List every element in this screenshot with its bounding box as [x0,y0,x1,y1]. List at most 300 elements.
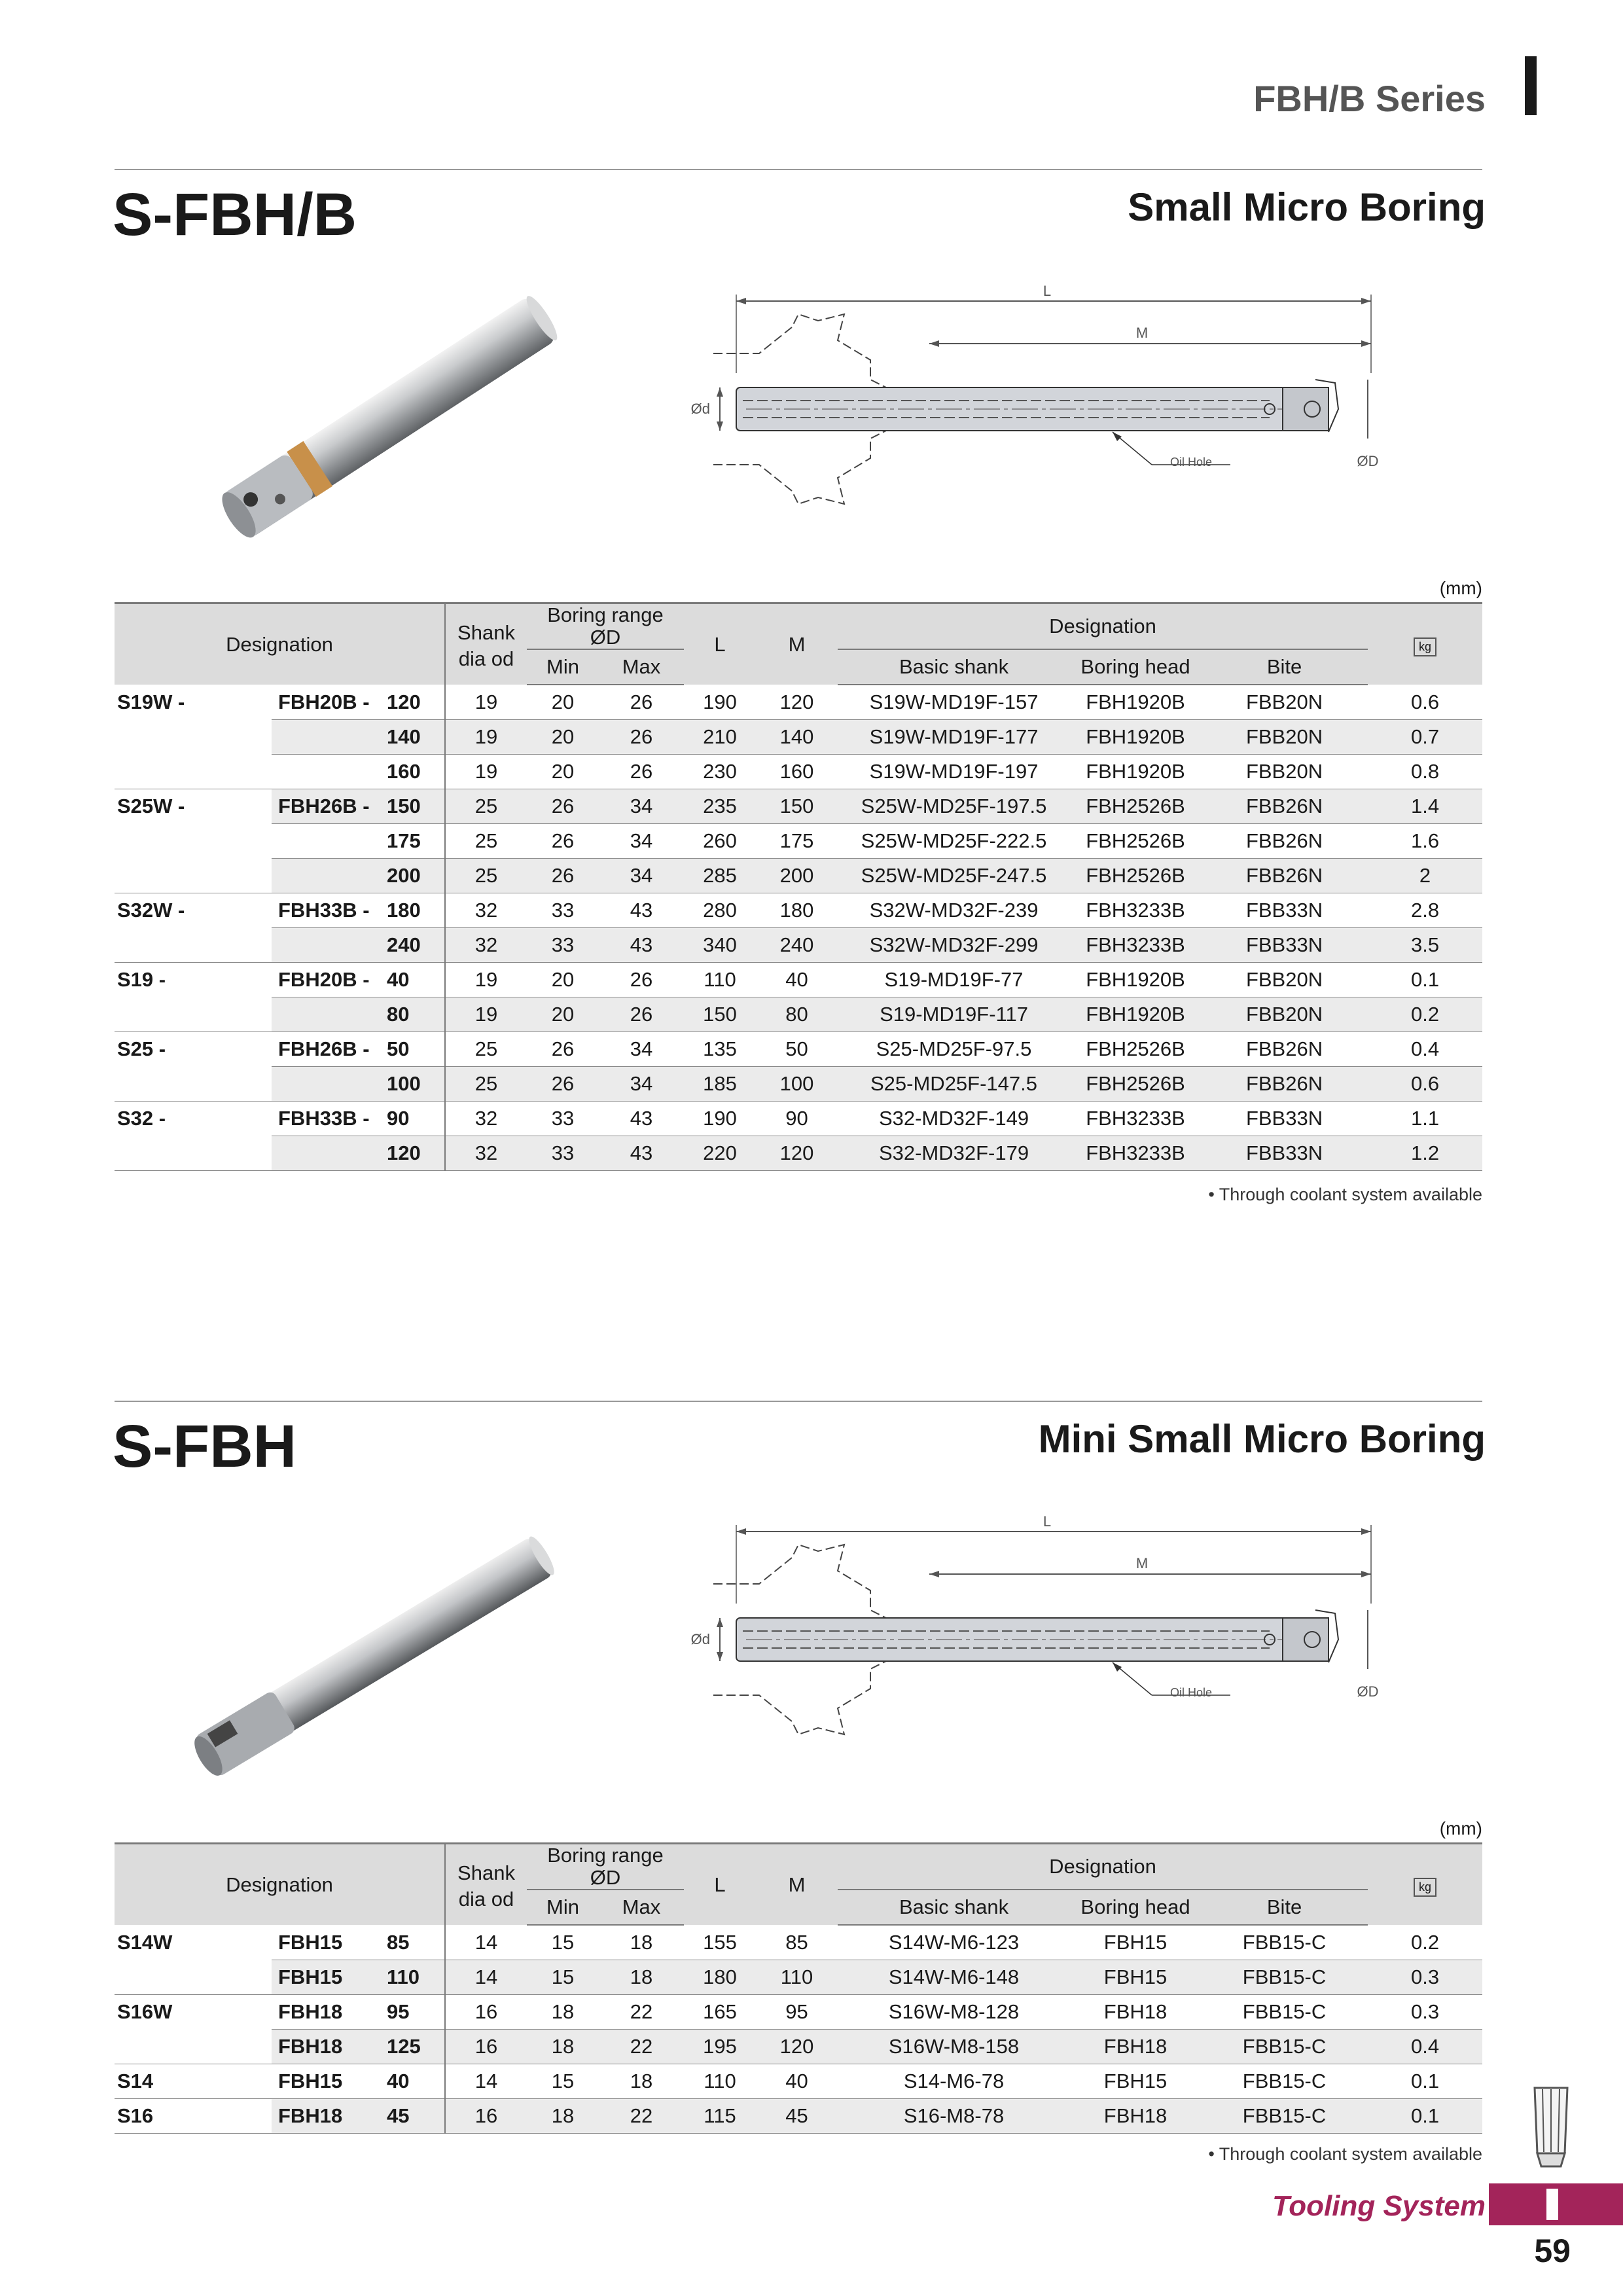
cell-shank-type: S25 - [117,1037,166,1061]
dim-d-label: Ød [690,1631,710,1647]
table-row [115,824,1482,859]
cell-shank-type: S32 - [117,1107,166,1130]
cell-boring-head: FBH15 [1070,2064,1201,2099]
header-M: M [756,1844,838,1926]
cell-weight: 0.7 [1368,720,1482,755]
cell-boring-head: FBH1920B [1070,755,1201,789]
cell-bore-min: 26 [527,1067,599,1102]
header-min: Min [527,1890,599,1925]
cell-length-M: 120 [756,685,838,720]
cell-shank-dia: 19 [445,685,527,720]
cell-shank-type: S19W - [117,690,185,713]
cell-head-type [272,997,383,1032]
cell-bite: FBB26N [1201,1032,1368,1067]
cell-bite: FBB26N [1201,824,1368,859]
cell-weight: 0.3 [1368,1995,1482,2030]
cell-basic-shank: S16W-M8-128 [838,1995,1070,2030]
cell-bore-min: 33 [527,893,599,928]
oil-hole-label: Oil Hole [1169,1686,1213,1699]
cell-length-L: 210 [684,720,756,755]
cell-bore-min: 33 [527,1136,599,1171]
header-boring-range: Boring range ØD [527,603,684,650]
cell-length-M: 100 [756,1067,838,1102]
cell-weight: 0.6 [1368,1067,1482,1102]
cell-bore-min: 20 [527,997,599,1032]
header-min: Min [527,649,599,685]
table-row [115,893,1482,928]
header-designation-parts: Designation [838,1844,1368,1890]
cell-bore-max: 43 [599,1102,684,1136]
cell-weight: 3.5 [1368,928,1482,963]
cell-length-L: 340 [684,928,756,963]
cell-bite: FBB15-C [1201,2064,1368,2099]
cell-bite: FBB26N [1201,859,1368,893]
cell-bore-min: 18 [527,2099,599,2134]
cell-basic-shank: S25W-MD25F-222.5 [838,824,1070,859]
cell-length-M: 50 [756,1032,838,1067]
table-row [115,963,1482,997]
cell-bore-min: 20 [527,963,599,997]
cell-head-type [272,824,383,859]
cell-head-type: FBH15 [272,1925,383,1960]
cell-head-type: FBH20B - [272,685,383,720]
cell-length-L: 235 [684,789,756,824]
header-boring-range: Boring range ØD [527,1844,684,1890]
cell-basic-shank: S19-MD19F-117 [838,997,1070,1032]
cell-boring-head: FBH3233B [1070,928,1201,963]
cell-length-L: 285 [684,859,756,893]
cell-weight: 0.6 [1368,685,1482,720]
cell-shank-dia: 25 [445,789,527,824]
cell-boring-head: FBH3233B [1070,893,1201,928]
cell-shank-dia: 32 [445,1136,527,1171]
cell-weight: 0.2 [1368,997,1482,1032]
cell-head-type: FBH15 [272,1960,383,1995]
cell-length-L: 110 [684,963,756,997]
cell-head-type [272,1136,383,1171]
table-row [115,1136,1482,1171]
cell-length-M: 90 [756,1102,838,1136]
cell-boring-head: FBH2526B [1070,824,1201,859]
header-basic-shank: Basic shank [838,1890,1070,1925]
cell-length-M: 150 [756,789,838,824]
cell-bore-min: 20 [527,755,599,789]
cell-head-type [272,928,383,963]
cell-bore-min: 15 [527,1960,599,1995]
cell-length-M: 140 [756,720,838,755]
cell-head-type: FBH33B - [272,893,383,928]
footer-marker-bar [1546,2189,1558,2220]
header-boring-head: Boring head [1070,1890,1201,1925]
table-row [115,2064,1482,2099]
cell-bite: FBB15-C [1201,2030,1368,2064]
cell-bite: FBB15-C [1201,2099,1368,2134]
cell-boring-head: FBH18 [1070,2030,1201,2064]
cell-shank-type: S32W - [117,899,185,922]
collet-icon [1522,2081,1580,2173]
cell-basic-shank: S14W-M6-123 [838,1925,1070,1960]
cell-length-code: 90 [383,1102,445,1136]
cell-length-L: 180 [684,1960,756,1995]
header-shank: Shank dia od [445,1844,527,1926]
cell-shank-type [115,928,272,963]
cell-weight: 0.4 [1368,2030,1482,2064]
cell-weight: 0.1 [1368,2099,1482,2134]
cell-shank-dia: 16 [445,2099,527,2134]
cell-length-code: 240 [383,928,445,963]
cell-bore-max: 18 [599,2064,684,2099]
cell-head-type [272,720,383,755]
cell-head-type: FBH20B - [272,963,383,997]
cell-bore-max: 22 [599,2099,684,2134]
cell-boring-head: FBH2526B [1070,789,1201,824]
cell-bore-max: 26 [599,685,684,720]
cell-shank-type [115,2030,272,2064]
coolant-note: • Through coolant system available [1208,1185,1482,1204]
cell-length-L: 220 [684,1136,756,1171]
cell-length-M: 120 [756,1136,838,1171]
header-designation: Designation [115,1844,445,1926]
cell-bore-max: 43 [599,928,684,963]
cell-shank-dia: 19 [445,963,527,997]
cell-bore-min: 26 [527,859,599,893]
header-shank: Shank dia od [445,603,527,685]
cell-shank-dia: 25 [445,824,527,859]
cell-head-type: FBH18 [272,1995,383,2030]
header-M: M [756,603,838,685]
cell-shank-dia: 14 [445,2064,527,2099]
section-divider [115,169,1482,170]
cell-weight: 1.4 [1368,789,1482,824]
cell-bore-max: 34 [599,859,684,893]
cell-bite: FBB33N [1201,1102,1368,1136]
cell-shank-type: S25W - [117,795,185,818]
cell-head-type: FBH26B - [272,1032,383,1067]
table-body [115,685,1482,1171]
cell-bite: FBB33N [1201,1136,1368,1171]
cell-bore-max: 34 [599,789,684,824]
cell-shank-dia: 32 [445,928,527,963]
table-body [115,1925,1482,2134]
header-max: Max [599,649,684,685]
cell-shank-type: S16W [117,2000,173,2024]
cell-bore-max: 43 [599,893,684,928]
cell-length-L: 190 [684,1102,756,1136]
cell-bore-max: 26 [599,963,684,997]
cell-head-type: FBH26B - [272,789,383,824]
cell-boring-head: FBH2526B [1070,859,1201,893]
cell-bore-min: 26 [527,789,599,824]
cell-shank-type [115,824,272,859]
unit-label: (mm) [1439,1818,1482,1839]
header-basic-shank: Basic shank [838,649,1070,685]
cell-boring-head: FBH1920B [1070,963,1201,997]
cell-bite: FBB33N [1201,928,1368,963]
section-code: S-FBH/B [113,181,357,248]
cell-boring-head: FBH15 [1070,1960,1201,1995]
cell-shank-dia: 32 [445,893,527,928]
cell-basic-shank: S32W-MD32F-239 [838,893,1070,928]
dim-d-label: Ød [690,401,710,417]
cell-length-code: 200 [383,859,445,893]
dim-M-label: M [1135,325,1149,341]
cell-basic-shank: S14W-M6-148 [838,1960,1070,1995]
cell-boring-head: FBH1920B [1070,685,1201,720]
cell-head-type [272,1067,383,1102]
header-bite: Bite [1201,649,1368,685]
cell-basic-shank: S14-M6-78 [838,2064,1070,2099]
header-designation: Designation [115,603,445,685]
unit-label: (mm) [1439,578,1482,598]
cell-bite: FBB20N [1201,685,1368,720]
cell-bore-max: 43 [599,1136,684,1171]
cell-bore-max: 26 [599,755,684,789]
weight-icon: kg [1368,603,1482,685]
cell-shank-type: S19 - [117,968,166,992]
table-row [115,1995,1482,2030]
cell-bite: FBB33N [1201,893,1368,928]
header-boring-head: Boring head [1070,649,1201,685]
cell-length-L: 260 [684,824,756,859]
boring-bar-photo [190,275,609,550]
cell-bore-max: 26 [599,720,684,755]
cell-length-M: 95 [756,1995,838,2030]
cell-shank-type [115,997,272,1032]
section-divider [115,1401,1482,1402]
cell-basic-shank: S25-MD25F-97.5 [838,1032,1070,1067]
table-row [115,1102,1482,1136]
table-row [115,1925,1482,1960]
cell-weight: 1.1 [1368,1102,1482,1136]
cell-weight: 2.8 [1368,893,1482,928]
cell-length-L: 115 [684,2099,756,2134]
cell-bite: FBB26N [1201,1067,1368,1102]
cell-basic-shank: S16-M8-78 [838,2099,1070,2134]
technical-drawing [654,1505,1427,1754]
cell-shank-type [115,1960,272,1995]
cell-boring-head: FBH18 [1070,2099,1201,2134]
cell-bite: FBB15-C [1201,1925,1368,1960]
cell-length-code: 175 [383,824,445,859]
cell-length-M: 40 [756,2064,838,2099]
table-row [115,1067,1482,1102]
cell-weight: 0.1 [1368,963,1482,997]
dim-D-label: ØD [1357,1683,1379,1700]
cell-length-L: 190 [684,685,756,720]
cell-shank-type [115,859,272,893]
cell-bite: FBB26N [1201,789,1368,824]
cell-length-code: 125 [383,2030,445,2064]
cell-shank-dia: 16 [445,1995,527,2030]
footer-label: Tooling System [1272,2190,1486,2222]
cell-shank-dia: 16 [445,2030,527,2064]
table-row [115,859,1482,893]
cell-length-L: 185 [684,1067,756,1102]
cell-length-code: 140 [383,720,445,755]
table-row [115,1032,1482,1067]
cell-length-M: 85 [756,1925,838,1960]
cell-bore-min: 18 [527,1995,599,2030]
cell-length-M: 45 [756,2099,838,2134]
cell-length-L: 135 [684,1032,756,1067]
cell-length-code: 45 [383,2099,445,2134]
cell-length-M: 180 [756,893,838,928]
cell-boring-head: FBH1920B [1070,997,1201,1032]
cell-length-L: 195 [684,2030,756,2064]
cell-bite: FBB20N [1201,720,1368,755]
table-row [115,755,1482,789]
cell-basic-shank: S19-MD19F-77 [838,963,1070,997]
section-description: Mini Small Micro Boring [1038,1417,1486,1461]
cell-boring-head: FBH1920B [1070,720,1201,755]
dim-L-label: L [1043,283,1052,299]
cell-shank-dia: 32 [445,1102,527,1136]
table-row [115,2030,1482,2064]
cell-bore-max: 34 [599,1032,684,1067]
cell-weight: 0.8 [1368,755,1482,789]
cell-length-code: 120 [383,685,445,720]
cell-bore-max: 22 [599,2030,684,2064]
cell-basic-shank: S32-MD32F-149 [838,1102,1070,1136]
cell-boring-head: FBH3233B [1070,1136,1201,1171]
cell-bore-min: 15 [527,2064,599,2099]
cell-head-type: FBH18 [272,2030,383,2064]
cell-length-L: 150 [684,997,756,1032]
coolant-note: • Through coolant system available [1208,2144,1482,2164]
cell-shank-type: S14W [117,1930,173,1954]
boring-bar-photo [187,1505,605,1780]
cell-boring-head: FBH3233B [1070,1102,1201,1136]
cell-head-type: FBH15 [272,2064,383,2099]
cell-length-L: 280 [684,893,756,928]
cell-length-M: 110 [756,1960,838,1995]
cell-bore-max: 26 [599,997,684,1032]
cell-boring-head: FBH2526B [1070,1067,1201,1102]
cell-length-M: 160 [756,755,838,789]
cell-length-M: 240 [756,928,838,963]
dim-L-label: L [1043,1513,1052,1530]
cell-basic-shank: S19W-MD19F-177 [838,720,1070,755]
dim-D-label: ØD [1357,453,1379,469]
cell-boring-head: FBH18 [1070,1995,1201,2030]
cell-shank-dia: 14 [445,1960,527,1995]
cell-bite: FBB20N [1201,997,1368,1032]
cell-bore-min: 20 [527,720,599,755]
cell-bite: FBB20N [1201,755,1368,789]
cell-bore-min: 33 [527,1102,599,1136]
table-row [115,789,1482,824]
cell-bite: FBB15-C [1201,1995,1368,2030]
cell-length-M: 175 [756,824,838,859]
cell-length-code: 40 [383,963,445,997]
cell-length-code: 80 [383,997,445,1032]
cell-shank-type [115,1067,272,1102]
table-row [115,997,1482,1032]
cell-length-M: 80 [756,997,838,1032]
cell-bite: FBB15-C [1201,1960,1368,1995]
cell-bore-min: 26 [527,1032,599,1067]
series-title: FBH/B Series [1253,78,1486,119]
cell-shank-type [115,1136,272,1171]
cell-head-type: FBH33B - [272,1102,383,1136]
cell-bore-max: 18 [599,1960,684,1995]
cell-bore-min: 15 [527,1925,599,1960]
cell-length-code: 150 [383,789,445,824]
cell-shank-dia: 25 [445,1067,527,1102]
table-row [115,2099,1482,2134]
cell-length-code: 110 [383,1960,445,1995]
section-description: Small Micro Boring [1128,185,1486,229]
header-bite: Bite [1201,1890,1368,1925]
header-L: L [684,1844,756,1926]
section-code: S-FBH [113,1413,297,1480]
cell-shank-dia: 14 [445,1925,527,1960]
cell-weight: 0.1 [1368,2064,1482,2099]
cell-shank-dia: 19 [445,755,527,789]
cell-shank-type: S14 [115,2064,272,2099]
cell-weight: 0.2 [1368,1925,1482,1960]
cell-weight: 0.4 [1368,1032,1482,1067]
cell-length-M: 200 [756,859,838,893]
cell-shank-dia: 25 [445,1032,527,1067]
cell-length-code: 40 [383,2064,445,2099]
cell-shank-type [115,755,272,789]
cell-head-type [272,859,383,893]
cell-shank-dia: 25 [445,859,527,893]
dim-M-label: M [1135,1555,1149,1571]
oil-hole-label: Oil Hole [1169,456,1213,469]
cell-length-M: 120 [756,2030,838,2064]
cell-shank-type: S16 [115,2099,272,2134]
spec-table [115,602,1482,1171]
page-number: 59 [1534,2233,1571,2269]
cell-length-code: 100 [383,1067,445,1102]
cell-basic-shank: S32-MD32F-179 [838,1136,1070,1171]
header-designation-parts: Designation [838,603,1368,650]
cell-basic-shank: S25-MD25F-147.5 [838,1067,1070,1102]
cell-basic-shank: S25W-MD25F-197.5 [838,789,1070,824]
cell-shank-dia: 19 [445,997,527,1032]
cell-weight: 2 [1368,859,1482,893]
cell-bore-min: 20 [527,685,599,720]
cell-weight: 1.2 [1368,1136,1482,1171]
cell-basic-shank: S16W-M8-158 [838,2030,1070,2064]
technical-drawing [654,275,1427,524]
cell-boring-head: FBH2526B [1070,1032,1201,1067]
cell-length-L: 230 [684,755,756,789]
cell-length-L: 155 [684,1925,756,1960]
cell-basic-shank: S19W-MD19F-197 [838,755,1070,789]
cell-length-M: 40 [756,963,838,997]
cell-length-code: 85 [383,1925,445,1960]
cell-basic-shank: S25W-MD25F-247.5 [838,859,1070,893]
cell-length-code: 50 [383,1032,445,1067]
cell-length-code: 95 [383,1995,445,2030]
spec-table [115,1842,1482,2134]
cell-basic-shank: S32W-MD32F-299 [838,928,1070,963]
cell-length-L: 110 [684,2064,756,2099]
cell-bore-max: 18 [599,1925,684,1960]
header-L: L [684,603,756,685]
cell-head-type [272,755,383,789]
cell-shank-type [115,720,272,755]
cell-length-code: 160 [383,755,445,789]
header-max: Max [599,1890,684,1925]
cell-weight: 1.6 [1368,824,1482,859]
cell-basic-shank: S19W-MD19F-157 [838,685,1070,720]
cell-shank-dia: 19 [445,720,527,755]
table-row [115,685,1482,720]
